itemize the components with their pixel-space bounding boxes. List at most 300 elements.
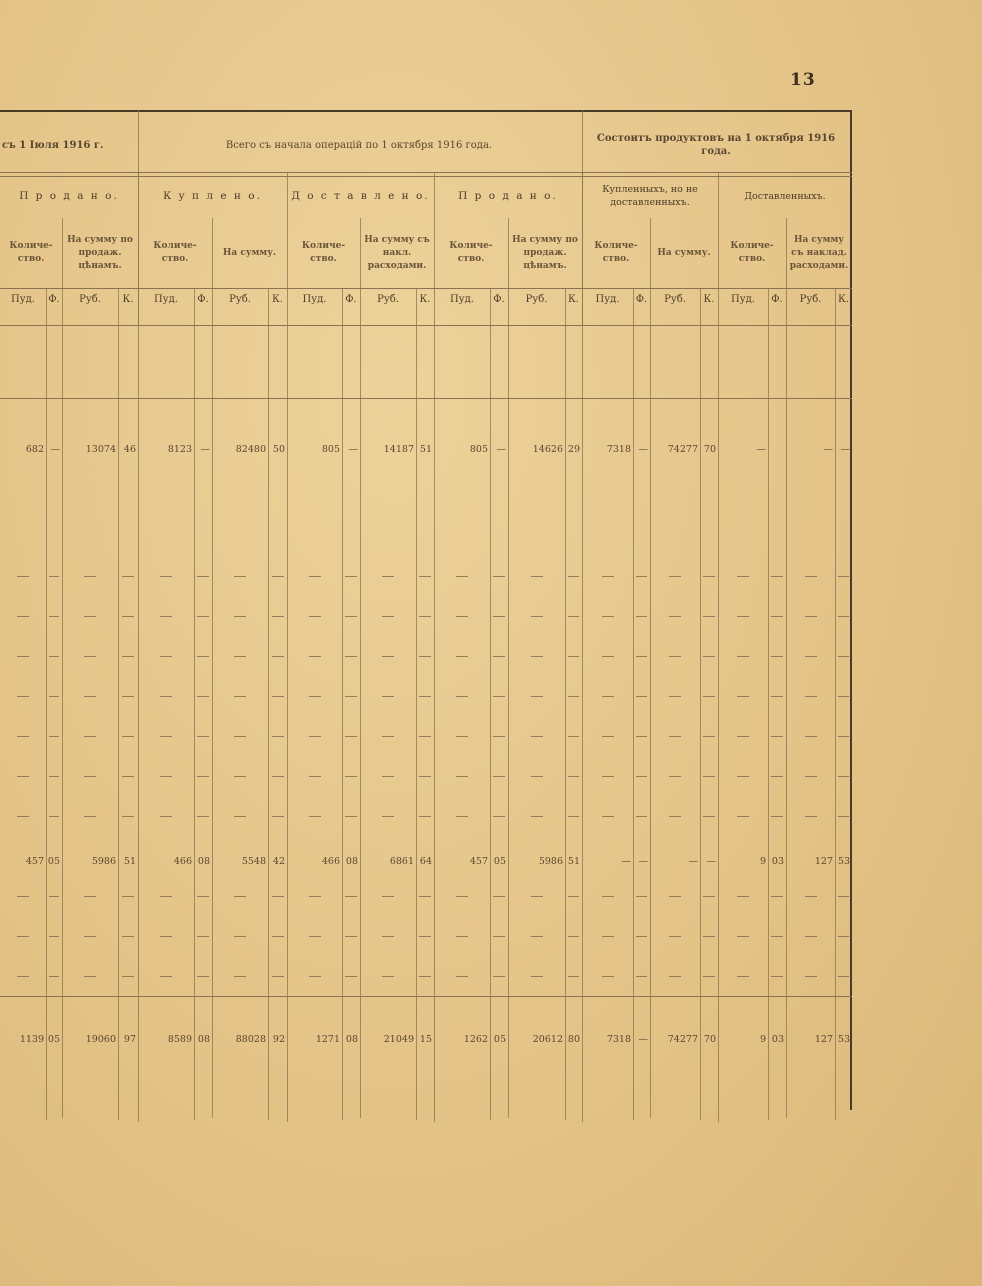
unit-divider (700, 288, 701, 1120)
unit-divider (490, 288, 491, 1120)
empty-row-dash (493, 576, 505, 577)
empty-row-dash (568, 936, 579, 937)
empty-row-dash (122, 616, 134, 617)
table-cell: — (621, 856, 631, 867)
empty-row-dash (122, 696, 134, 697)
empty-row-dash (602, 776, 614, 777)
empty-row-dash (805, 816, 817, 817)
unit-label: Ф. (493, 294, 505, 305)
empty-row-dash (122, 656, 134, 657)
empty-row-dash (49, 696, 59, 697)
empty-row-dash (382, 616, 394, 617)
table-row (0, 444, 852, 458)
table-cell: 03 (771, 856, 784, 867)
empty-row-dash (197, 776, 209, 777)
empty-row-dash (272, 736, 284, 737)
group-divider (718, 172, 719, 1122)
empty-row-dash (234, 616, 246, 617)
table-row (0, 856, 852, 870)
table-cell: 15 (419, 1034, 432, 1045)
table-cell: 51 (567, 856, 580, 867)
empty-row-dash (669, 976, 681, 977)
empty-row-dash (419, 656, 431, 657)
empty-row-dash (456, 736, 468, 737)
empty-row-dash (636, 936, 647, 937)
empty-row-dash (805, 576, 817, 577)
table-cell: 5986 (538, 856, 563, 867)
empty-row-dash (197, 656, 209, 657)
empty-row-dash (737, 736, 749, 737)
empty-row-dash (382, 576, 394, 577)
empty-row-dash (602, 736, 614, 737)
empty-row-dash (737, 656, 749, 657)
empty-row-dash (568, 616, 579, 617)
table-cell: 80 (567, 1034, 580, 1045)
empty-row-dash (636, 776, 647, 777)
empty-row-dash (419, 976, 431, 977)
empty-row-dash (838, 896, 849, 897)
column-group-label: П р о д а н о. (19, 190, 119, 202)
table-top-rule (0, 110, 852, 112)
table-horizontal-rule (0, 996, 852, 997)
empty-row-dash (636, 696, 647, 697)
empty-row-dash (382, 816, 394, 817)
unit-divider (194, 288, 195, 1120)
empty-row-dash (568, 576, 579, 577)
table-cell: — (638, 444, 648, 455)
unit-label: Руб. (229, 294, 251, 305)
empty-row-dash (838, 576, 849, 577)
empty-row-dash (197, 816, 209, 817)
table-cell: — (638, 856, 648, 867)
empty-row-dash (309, 616, 321, 617)
empty-row-dash (493, 816, 505, 817)
unit-divider (268, 288, 269, 1120)
table-cell: 08 (345, 856, 358, 867)
empty-row-dash (345, 656, 357, 657)
empty-row-dash (84, 976, 96, 977)
empty-row-dash (456, 576, 468, 577)
unit-label: Ф. (635, 294, 648, 305)
empty-row-dash (771, 576, 783, 577)
empty-row-dash (636, 736, 647, 737)
empty-row-dash (345, 936, 357, 937)
unit-label: Руб. (525, 294, 548, 305)
empty-row-dash (197, 896, 209, 897)
empty-row-dash (771, 976, 783, 977)
empty-row-dash (345, 776, 357, 777)
column-subheader: Количе-ство. (730, 241, 774, 264)
table-cell: 70 (703, 1034, 716, 1045)
empty-row-dash (737, 936, 749, 937)
empty-row-dash (703, 656, 715, 657)
empty-row-dash (234, 696, 246, 697)
table-horizontal-rule (0, 325, 852, 326)
empty-row-dash (636, 656, 647, 657)
empty-row-dash (669, 936, 681, 937)
table-cell: 6861 (389, 856, 414, 867)
group-divider (582, 172, 583, 1122)
empty-row-dash (737, 616, 749, 617)
table-cell: — (638, 1034, 648, 1045)
table-horizontal-rule (0, 176, 852, 177)
table-cell: 805 (321, 444, 340, 455)
subcolumn-divider (212, 218, 213, 1118)
empty-row-dash (805, 896, 817, 897)
empty-row-dash (669, 776, 681, 777)
empty-row-dash (49, 976, 59, 977)
empty-row-dash (197, 616, 209, 617)
table-cell: 50 (272, 444, 285, 455)
table-cell: 457 (25, 856, 44, 867)
table-cell: 70 (703, 444, 716, 455)
empty-row-dash (419, 736, 431, 737)
table-cell: 682 (25, 444, 44, 455)
table-cell: 5986 (91, 856, 116, 867)
subcolumn-divider (650, 218, 651, 1118)
empty-row-dash (602, 616, 614, 617)
empty-row-dash (17, 576, 29, 577)
empty-row-dash (160, 696, 172, 697)
empty-row-dash (493, 696, 505, 697)
empty-row-dash (838, 616, 849, 617)
empty-row-dash (49, 896, 59, 897)
table-cell: 8589 (167, 1034, 192, 1045)
unit-label: К. (272, 294, 283, 305)
header-total-since-start: Всего съ начала операцій по 1 октября 1916 года. (225, 139, 493, 151)
ledger-table (0, 110, 852, 1120)
table-cell: 466 (173, 856, 192, 867)
empty-row-dash (805, 696, 817, 697)
empty-row-dash (838, 736, 849, 737)
unit-label: К. (838, 294, 849, 305)
empty-row-dash (493, 976, 505, 977)
empty-row-dash (122, 976, 134, 977)
empty-row-dash (531, 776, 543, 777)
empty-row-dash (456, 776, 468, 777)
unit-label: Ф. (771, 294, 783, 305)
empty-row-dash (122, 936, 134, 937)
empty-row-dash (345, 816, 357, 817)
empty-row-dash (737, 776, 749, 777)
empty-row-dash (160, 816, 172, 817)
empty-row-dash (345, 616, 357, 617)
empty-row-dash (49, 776, 59, 777)
unit-label: Пуд. (302, 294, 327, 305)
unit-label: К. (122, 294, 134, 305)
empty-row-dash (234, 976, 246, 977)
group-divider (434, 172, 435, 1122)
column-subheader: На сумму. (222, 247, 277, 258)
empty-row-dash (636, 976, 647, 977)
empty-row-dash (49, 936, 59, 937)
table-cell: 1139 (19, 1034, 44, 1045)
group-divider (287, 172, 288, 1122)
empty-row-dash (703, 936, 715, 937)
empty-row-dash (703, 976, 715, 977)
empty-row-dash (838, 936, 849, 937)
table-cell: 7318 (606, 444, 631, 455)
empty-row-dash (272, 616, 284, 617)
empty-row-dash (49, 736, 59, 737)
empty-row-dash (160, 776, 172, 777)
empty-row-dash (84, 776, 96, 777)
empty-row-dash (234, 816, 246, 817)
empty-row-dash (602, 696, 614, 697)
table-cell: 53 (837, 1034, 850, 1045)
empty-row-dash (382, 936, 394, 937)
empty-row-dash (602, 936, 614, 937)
unit-divider (768, 288, 769, 1120)
table-cell: — (823, 444, 833, 455)
header-stock-on-date: Состоитъ продуктовъ на 1 октября 1916 года. (596, 133, 836, 157)
empty-row-dash (345, 736, 357, 737)
empty-row-dash (568, 816, 579, 817)
empty-row-dash (493, 736, 505, 737)
table-cell: 92 (272, 1034, 285, 1045)
table-cell: 53 (837, 856, 850, 867)
table-horizontal-rule (0, 172, 852, 173)
empty-row-dash (234, 736, 246, 737)
empty-row-dash (17, 976, 29, 977)
empty-row-dash (197, 696, 209, 697)
empty-row-dash (49, 616, 59, 617)
empty-row-dash (531, 656, 543, 657)
table-cell: 19060 (85, 1034, 116, 1045)
empty-row-dash (805, 736, 817, 737)
column-group-label: П р о д а н о. (458, 190, 558, 202)
subcolumn-divider (508, 218, 509, 1118)
column-subheader: На сумму по продаж. цѣнамъ. (512, 234, 578, 271)
empty-row-dash (419, 936, 431, 937)
table-row (0, 1034, 852, 1048)
empty-row-dash (160, 576, 172, 577)
empty-row-dash (568, 696, 579, 697)
empty-row-dash (272, 696, 284, 697)
unit-label: Пуд. (731, 294, 755, 305)
empty-row-dash (272, 776, 284, 777)
empty-row-dash (234, 576, 246, 577)
column-subheader: На сумму съ накл. расходами. (364, 234, 430, 271)
table-cell: 82480 (235, 444, 266, 455)
empty-row-dash (197, 976, 209, 977)
column-subheader: Количе-ство. (594, 241, 638, 264)
unit-label: Руб. (664, 294, 686, 305)
empty-row-dash (49, 656, 59, 657)
table-cell: 08 (197, 1034, 210, 1045)
empty-row-dash (272, 976, 284, 977)
empty-row-dash (419, 896, 431, 897)
empty-row-dash (309, 896, 321, 897)
unit-divider (118, 288, 119, 1120)
table-cell: 88028 (235, 1034, 266, 1045)
empty-row-dash (838, 656, 849, 657)
empty-row-dash (456, 976, 468, 977)
empty-row-dash (160, 616, 172, 617)
empty-row-dash (84, 816, 96, 817)
table-cell: 8123 (167, 444, 192, 455)
table-cell: 42 (272, 856, 285, 867)
empty-row-dash (669, 696, 681, 697)
table-cell: 7318 (606, 1034, 631, 1045)
empty-row-dash (84, 896, 96, 897)
empty-row-dash (636, 896, 647, 897)
empty-row-dash (771, 936, 783, 937)
empty-row-dash (272, 656, 284, 657)
table-cell: — (756, 444, 766, 455)
unit-label: Ф. (48, 294, 60, 305)
empty-row-dash (197, 576, 209, 577)
empty-row-dash (122, 896, 134, 897)
empty-row-dash (838, 816, 849, 817)
empty-row-dash (602, 976, 614, 977)
table-horizontal-rule (0, 288, 852, 289)
empty-row-dash (309, 696, 321, 697)
empty-row-dash (636, 616, 647, 617)
empty-row-dash (84, 696, 96, 697)
empty-row-dash (197, 736, 209, 737)
empty-row-dash (737, 696, 749, 697)
unit-divider (342, 288, 343, 1120)
subcolumn-divider (786, 218, 787, 1118)
column-subheader: Количе-ство. (153, 241, 197, 264)
table-cell: 74277 (667, 444, 698, 455)
empty-row-dash (17, 816, 29, 817)
empty-row-dash (531, 696, 543, 697)
empty-row-dash (531, 896, 543, 897)
table-cell: — (706, 856, 716, 867)
empty-row-dash (382, 736, 394, 737)
unit-divider (565, 288, 566, 1120)
empty-row-dash (84, 616, 96, 617)
table-cell: 05 (493, 1034, 506, 1045)
empty-row-dash (382, 696, 394, 697)
empty-row-dash (669, 576, 681, 577)
empty-row-dash (382, 976, 394, 977)
empty-row-dash (602, 896, 614, 897)
table-cell: 05 (493, 856, 506, 867)
table-cell: 20612 (532, 1034, 563, 1045)
table-cell: 97 (123, 1034, 136, 1045)
empty-row-dash (272, 816, 284, 817)
table-cell: 805 (469, 444, 488, 455)
empty-row-dash (160, 976, 172, 977)
empty-row-dash (805, 776, 817, 777)
empty-row-dash (234, 656, 246, 657)
empty-row-dash (703, 776, 715, 777)
empty-row-dash (531, 576, 543, 577)
empty-row-dash (456, 696, 468, 697)
table-cell: 14626 (532, 444, 563, 455)
column-group-label: К у п л е н о. (163, 190, 262, 202)
table-cell: — (200, 444, 210, 455)
empty-row-dash (17, 696, 29, 697)
empty-row-dash (669, 736, 681, 737)
empty-row-dash (493, 656, 505, 657)
empty-row-dash (568, 776, 579, 777)
unit-label: К. (568, 294, 579, 305)
table-cell: 21049 (383, 1034, 414, 1045)
empty-row-dash (456, 936, 468, 937)
table-cell: — (688, 856, 698, 867)
empty-row-dash (160, 736, 172, 737)
empty-row-dash (703, 616, 715, 617)
empty-row-dash (17, 936, 29, 937)
subcolumn-divider (360, 218, 361, 1118)
unit-divider (835, 288, 836, 1120)
unit-label: Ф. (345, 294, 357, 305)
empty-row-dash (771, 616, 783, 617)
table-cell: 127 (814, 856, 833, 867)
empty-row-dash (122, 736, 134, 737)
empty-row-dash (771, 696, 783, 697)
empty-row-dash (122, 816, 134, 817)
column-group-label: Доставленныхъ. (744, 190, 826, 202)
empty-row-dash (602, 576, 614, 577)
empty-row-dash (456, 816, 468, 817)
table-cell: 29 (567, 444, 580, 455)
empty-row-dash (531, 616, 543, 617)
empty-row-dash (160, 936, 172, 937)
header-period-left: съ 1 Іюля 1916 г. (2, 139, 104, 151)
empty-row-dash (382, 776, 394, 777)
empty-row-dash (636, 576, 647, 577)
empty-row-dash (669, 616, 681, 617)
table-cell: — (50, 444, 60, 455)
empty-row-dash (49, 576, 59, 577)
table-cell: 1262 (463, 1034, 488, 1045)
empty-row-dash (456, 616, 468, 617)
empty-row-dash (17, 656, 29, 657)
table-cell: 9 (759, 1034, 766, 1045)
column-subheader: На сумму по продаж. цѣнамъ. (67, 234, 133, 271)
empty-row-dash (49, 816, 59, 817)
subcolumn-divider (62, 218, 63, 1118)
empty-row-dash (805, 616, 817, 617)
table-cell: 1271 (315, 1034, 340, 1045)
empty-row-dash (345, 896, 357, 897)
empty-row-dash (805, 936, 817, 937)
unit-label: К. (703, 294, 715, 305)
empty-row-dash (703, 816, 715, 817)
empty-row-dash (771, 656, 783, 657)
empty-row-dash (456, 656, 468, 657)
unit-label: Пуд. (450, 294, 474, 305)
empty-row-dash (771, 736, 783, 737)
empty-row-dash (382, 896, 394, 897)
empty-row-dash (345, 976, 357, 977)
empty-row-dash (838, 696, 849, 697)
empty-row-dash (737, 896, 749, 897)
empty-row-dash (703, 896, 715, 897)
table-cell: 03 (771, 1034, 784, 1045)
column-subheader: На сумму. (657, 247, 711, 258)
unit-label: Пуд. (595, 294, 620, 305)
empty-row-dash (493, 616, 505, 617)
empty-row-dash (345, 576, 357, 577)
unit-label: Пуд. (11, 294, 35, 305)
empty-row-dash (17, 776, 29, 777)
column-group-label: Купленныхъ, но не доставленныхъ. (602, 184, 698, 208)
column-subheader: Количе-ство. (449, 241, 493, 264)
empty-row-dash (345, 696, 357, 697)
empty-row-dash (160, 656, 172, 657)
empty-row-dash (17, 896, 29, 897)
empty-row-dash (636, 816, 647, 817)
empty-row-dash (669, 656, 681, 657)
empty-row-dash (272, 896, 284, 897)
empty-row-dash (568, 896, 579, 897)
